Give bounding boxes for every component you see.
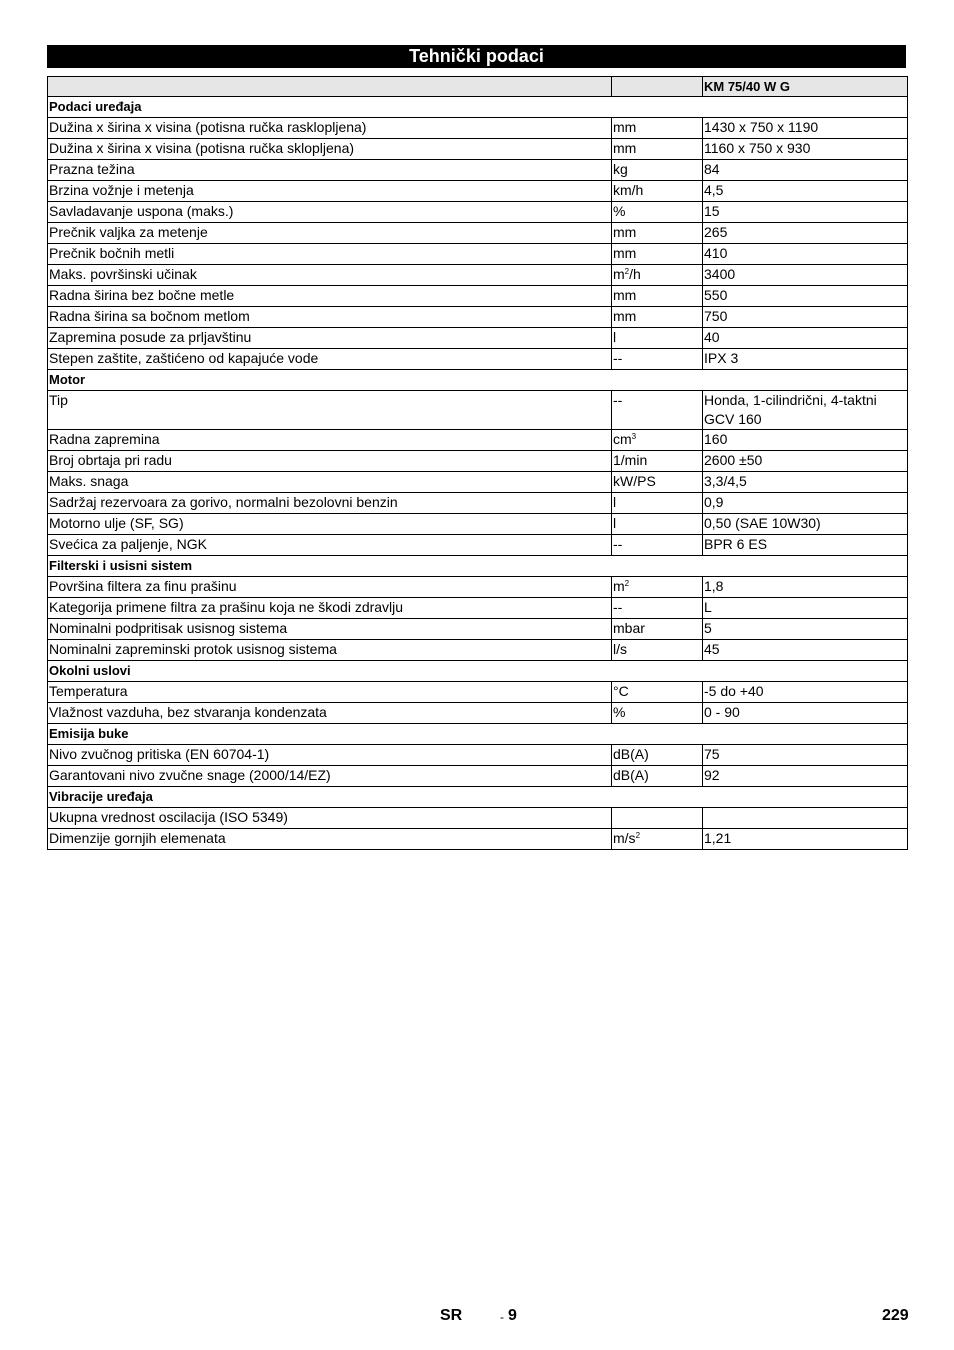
unit-text: mm <box>613 308 637 324</box>
section-heading: Emisija buke <box>48 724 908 745</box>
unit-superscript: 2 <box>624 267 630 276</box>
section-heading: Okolni uslovi <box>48 661 908 682</box>
section-row <box>48 661 908 682</box>
spec-table-body <box>48 77 908 850</box>
spec-value: 84 <box>703 160 908 181</box>
unit-text: dB(A) <box>613 767 649 783</box>
spec-value: 550 <box>703 286 908 307</box>
spec-label: Prečnik bočnih metli <box>48 244 612 265</box>
spec-value: 3,3/4,5 <box>703 472 908 493</box>
spec-value: 0,50 (SAE 10W30) <box>703 514 908 535</box>
spec-unit <box>612 703 703 724</box>
spec-value: 265 <box>703 223 908 244</box>
table-row <box>48 535 908 556</box>
section-row <box>48 556 908 577</box>
table-row <box>48 745 908 766</box>
table-row <box>48 766 908 787</box>
table-row <box>48 430 908 451</box>
unit-text: l <box>613 494 617 510</box>
section-row <box>48 724 908 745</box>
spec-value: 3400 <box>703 265 908 286</box>
table-row <box>48 202 908 223</box>
spec-value <box>703 808 908 829</box>
spec-label: Svećica za paljenje, NGK <box>48 535 612 556</box>
table-row <box>48 139 908 160</box>
section-heading: Vibracije uređaja <box>48 787 908 808</box>
spec-unit <box>612 223 703 244</box>
spec-label: Dužina x širina x visina (potisna ručka rasklopljena) <box>48 118 612 139</box>
spec-value: L <box>703 598 908 619</box>
table-row <box>48 286 908 307</box>
spec-unit <box>612 619 703 640</box>
unit-text: mbar <box>613 620 645 636</box>
footer-dash: - <box>500 1310 504 1324</box>
spec-label: Ukupna vrednost oscilacija (ISO 5349) <box>48 808 612 829</box>
table-row <box>48 682 908 703</box>
table-row <box>48 619 908 640</box>
spec-label: Temperatura <box>48 682 612 703</box>
spec-label: Dužina x širina x visina (potisna ručka sklopljena) <box>48 139 612 160</box>
unit-superscript: 2 <box>624 579 630 588</box>
spec-label: Nominalni zapreminski protok usisnog sistema <box>48 640 612 661</box>
spec-unit <box>612 391 703 430</box>
table-row <box>48 703 908 724</box>
unit-text: -- <box>613 599 623 615</box>
unit-text: dB(A) <box>613 746 649 762</box>
spec-label: Radna širina sa bočnom metlom <box>48 307 612 328</box>
table-row <box>48 598 908 619</box>
spec-unit <box>612 118 703 139</box>
spec-unit <box>612 451 703 472</box>
unit-text: cm <box>613 431 632 447</box>
spec-label: Savladavanje uspona (maks.) <box>48 202 612 223</box>
spec-unit <box>612 202 703 223</box>
spec-unit <box>612 829 703 850</box>
unit-superscript: 2 <box>635 831 641 840</box>
spec-value: 750 <box>703 307 908 328</box>
spec-value: -5 do +40 <box>703 682 908 703</box>
spec-value: 5 <box>703 619 908 640</box>
spec-value: 1430 x 750 x 1190 <box>703 118 908 139</box>
spec-value: Honda, 1-cilindrični, 4-taktni GCV 160 <box>703 391 908 430</box>
spec-label: Nivo zvučnog pritiska (EN 60704-1) <box>48 745 612 766</box>
spec-label: Prečnik valjka za metenje <box>48 223 612 244</box>
spec-unit <box>612 139 703 160</box>
spec-value: 15 <box>703 202 908 223</box>
spec-unit <box>612 160 703 181</box>
spec-label: Motorno ulje (SF, SG) <box>48 514 612 535</box>
spec-value: 1,21 <box>703 829 908 850</box>
unit-text: % <box>613 203 626 219</box>
spec-label: Maks. površinski učinak <box>48 265 612 286</box>
section-row <box>48 97 908 118</box>
unit-text: °C <box>613 683 629 699</box>
spec-value: 410 <box>703 244 908 265</box>
table-row <box>48 472 908 493</box>
table-row <box>48 829 908 850</box>
section-heading: Motor <box>48 370 908 391</box>
spec-unit <box>612 430 703 451</box>
spec-label: Radna zapremina <box>48 430 612 451</box>
table-row <box>48 349 908 370</box>
spec-value: BPR 6 ES <box>703 535 908 556</box>
spec-unit <box>612 472 703 493</box>
unit-text: km/h <box>613 182 644 198</box>
unit-text: mm <box>613 287 637 303</box>
spec-unit <box>612 286 703 307</box>
footer-section-page: 9 <box>508 1307 517 1324</box>
spec-label: Stepen zaštite, zaštićeno od kapajuće vode <box>48 349 612 370</box>
spec-label: Kategorija primene filtra za prašinu koja ne škodi zdravlju <box>48 598 612 619</box>
spec-unit <box>612 307 703 328</box>
table-row <box>48 808 908 829</box>
spec-label: Brzina vožnje i metenja <box>48 181 612 202</box>
unit-text: 1/min <box>613 452 648 468</box>
spec-unit <box>612 244 703 265</box>
table-row <box>48 307 908 328</box>
unit-text: mm <box>613 224 637 240</box>
unit-text: -- <box>613 350 623 366</box>
table-row <box>48 118 908 139</box>
spec-unit <box>612 808 703 829</box>
unit-text: m <box>613 578 625 594</box>
header-label-cell <box>48 77 612 97</box>
spec-unit <box>612 328 703 349</box>
spec-value: 75 <box>703 745 908 766</box>
unit-text: kg <box>613 161 628 177</box>
table-row <box>48 451 908 472</box>
spec-label: Sadržaj rezervoara za gorivo, normalni bezolovni benzin <box>48 493 612 514</box>
spec-label: Maks. snaga <box>48 472 612 493</box>
spec-value: 92 <box>703 766 908 787</box>
spec-unit <box>612 181 703 202</box>
spec-label: Nominalni podpritisak usisnog sistema <box>48 619 612 640</box>
section-row <box>48 787 908 808</box>
section-heading: Filterski i usisni sistem <box>48 556 908 577</box>
spec-label: Garantovani nivo zvučne snage (2000/14/EZ) <box>48 766 612 787</box>
unit-text: mm <box>613 140 637 156</box>
spec-label: Prazna težina <box>48 160 612 181</box>
spec-unit <box>612 577 703 598</box>
unit-text: l <box>613 329 617 345</box>
spec-value: IPX 3 <box>703 349 908 370</box>
spec-value: 0 - 90 <box>703 703 908 724</box>
spec-value: 160 <box>703 430 908 451</box>
table-row <box>48 223 908 244</box>
unit-text: m <box>613 266 625 282</box>
footer-language: SR <box>440 1307 463 1324</box>
spec-label: Površina filtera za finu prašinu <box>48 577 612 598</box>
unit-text: l <box>613 515 617 531</box>
spec-unit <box>612 745 703 766</box>
unit-text: % <box>613 704 626 720</box>
table-row <box>48 181 908 202</box>
spec-unit <box>612 598 703 619</box>
spec-table <box>47 76 908 850</box>
spec-value: 0,9 <box>703 493 908 514</box>
spec-value: 4,5 <box>703 181 908 202</box>
unit-text: mm <box>613 245 637 261</box>
spec-value: 45 <box>703 640 908 661</box>
table-row <box>48 244 908 265</box>
spec-label: Vlažnost vazduha, bez stvaranja kondenzata <box>48 703 612 724</box>
section-row <box>48 370 908 391</box>
spec-unit <box>612 535 703 556</box>
spec-unit <box>612 349 703 370</box>
spec-unit <box>612 514 703 535</box>
table-row <box>48 514 908 535</box>
table-row <box>48 160 908 181</box>
table-row <box>48 493 908 514</box>
table-row <box>48 265 908 286</box>
table-row <box>48 577 908 598</box>
table-row <box>48 328 908 349</box>
spec-label: Radna širina bez bočne metle <box>48 286 612 307</box>
spec-label: Tip <box>48 391 612 430</box>
unit-text: -- <box>613 536 623 552</box>
table-row <box>48 640 908 661</box>
unit-text: mm <box>613 119 637 135</box>
spec-unit <box>612 682 703 703</box>
unit-suffix: /h <box>629 266 641 282</box>
header-unit-cell <box>612 77 703 97</box>
unit-text: -- <box>613 392 623 408</box>
footer-page-number: 229 <box>882 1307 909 1324</box>
spec-unit <box>612 766 703 787</box>
spec-label: Zapremina posude za prljavštinu <box>48 328 612 349</box>
spec-value: 40 <box>703 328 908 349</box>
spec-unit <box>612 640 703 661</box>
spec-value: 1,8 <box>703 577 908 598</box>
spec-value: 1160 x 750 x 930 <box>703 139 908 160</box>
spec-unit <box>612 493 703 514</box>
unit-superscript: 3 <box>631 432 637 441</box>
table-row <box>48 391 908 430</box>
table-header-row <box>48 77 908 97</box>
section-heading: Podaci uređaja <box>48 97 908 118</box>
page-title: Tehnički podaci <box>47 45 906 68</box>
spec-unit <box>612 265 703 286</box>
model-header: KM 75/40 W G <box>703 77 908 97</box>
spec-label: Dimenzije gornjih elemenata <box>48 829 612 850</box>
spec-value: 2600 ±50 <box>703 451 908 472</box>
unit-text: l/s <box>613 641 627 657</box>
unit-text: m/s <box>613 830 636 846</box>
unit-text: kW/PS <box>613 473 656 489</box>
spec-label: Broj obrtaja pri radu <box>48 451 612 472</box>
